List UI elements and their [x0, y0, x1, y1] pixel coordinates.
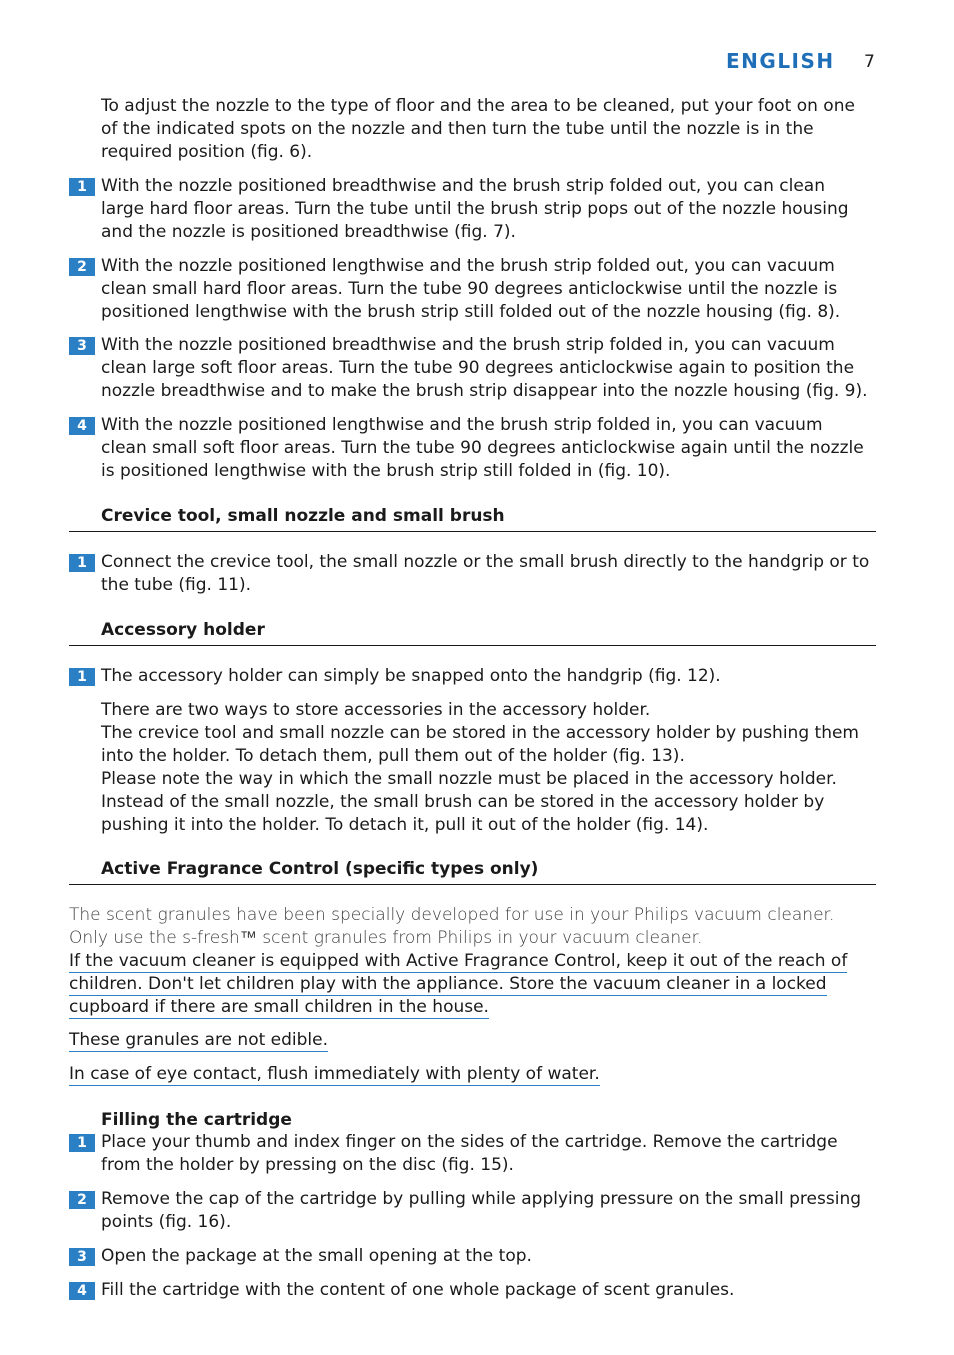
step-text: Place your thumb and index finger on the sides of the cartridge. Remove the cartridge from the holder by pressing on the disc (fig. 15).: [101, 1132, 838, 1175]
fragrance-intro: The scent granules have been specially developed for use in your Philips vacuum cleaner. Only use the s-fresh™ scent granules from Philips in your vacuum cleaner.: [69, 905, 835, 948]
step-number: 1: [69, 178, 95, 196]
step-number: 2: [69, 258, 95, 276]
intro-paragraph: To adjust the nozzle to the type of floor and the area to be cleaned, put your foot on one of the indicated spots on the nozzle and then turn the tube until the nozzle is in the required position (fig. 6).: [101, 96, 855, 162]
section-rule: [69, 645, 876, 646]
section-heading-fragrance: Active Fragrance Control (specific types only): [101, 859, 539, 879]
step-number: 4: [69, 417, 95, 435]
note-line: There are two ways to store accessories in the accessory holder.: [101, 700, 651, 720]
step-number: 1: [69, 1134, 95, 1152]
section-heading-holder: Accessory holder: [101, 620, 265, 640]
step-text: Connect the crevice tool, the small nozzle or the small brush directly to the handgrip or to the tube (fig. 11).: [101, 552, 870, 595]
step-number: 2: [69, 1191, 95, 1209]
step-number: 3: [69, 337, 95, 355]
subheading-filling: Filling the cartridge: [101, 1110, 292, 1130]
step-number: 3: [69, 1248, 95, 1266]
warning-edible: [69, 1029, 869, 1052]
step-text: With the nozzle positioned breadthwise and the brush strip folded in, you can vacuum clean large soft floor areas. Turn the tube 90 degrees anticlockwise again to position the nozzle breadthwise and to make the brush strip disappear into the nozzle housing (fig. 9).: [101, 335, 868, 401]
step-number: 1: [69, 554, 95, 572]
step-text: Open the package at the small opening at the top.: [101, 1246, 532, 1266]
warning-eye: [69, 1063, 869, 1086]
header-language: ENGLISH: [726, 49, 835, 73]
step-text: With the nozzle positioned lengthwise and the brush strip folded out, you can vacuum clean small hard floor areas. Turn the tube 90 degrees anticlockwise until the nozzle is positioned lengthwise with the brush strip still folded out of the nozzle housing (fig. 8).: [101, 256, 841, 322]
holder-notes: [101, 699, 873, 837]
section-heading-crevice: Crevice tool, small nozzle and small brush: [101, 506, 505, 526]
step-text: Remove the cap of the cartridge by pulling while applying pressure on the small pressing points (fig. 16).: [101, 1189, 862, 1232]
section-rule: [69, 531, 876, 532]
warning-text: These granules are not edible.: [69, 1030, 329, 1050]
note-line: The crevice tool and small nozzle can be stored in the accessory holder by pushing them into the holder. To detach them, pull them out of the holder (fig. 13).: [101, 723, 859, 766]
section-rule: [69, 884, 876, 885]
warning-text: In case of eye contact, flush immediately with plenty of water.: [69, 1064, 600, 1084]
step-number: 1: [69, 668, 95, 686]
note-line: Please note the way in which the small nozzle must be placed in the accessory holder.: [101, 769, 837, 789]
step-text: With the nozzle positioned breadthwise and the brush strip folded out, you can clean large hard floor areas. Turn the tube until the brush strip pops out of the nozzle housing and the nozzle is positioned breadthwise (fig. 7).: [101, 176, 849, 242]
note-line: Instead of the small nozzle, the small brush can be stored in the accessory holder by pushing it into the holder. To detach it, pull it out of the holder (fig. 14).: [101, 792, 825, 835]
page-number: 7: [864, 52, 875, 72]
step-text: With the nozzle positioned lengthwise and the brush strip folded in, you can vacuum clean small soft floor areas. Turn the tube 90 degrees anticlockwise again until the nozzle is positioned lengthwise with the brush strip still folded in (fig. 10).: [101, 415, 864, 481]
warning-children: [69, 950, 869, 1019]
step-text: Fill the cartridge with the content of one whole package of scent granules.: [101, 1280, 735, 1300]
step-number: 4: [69, 1282, 95, 1300]
step-text: The accessory holder can simply be snapped onto the handgrip (fig. 12).: [101, 666, 721, 686]
warning-text: If the vacuum cleaner is equipped with Active Fragrance Control, keep it out of the reach of children. Don't let children play with the appliance. Store the vacuum cleaner in a locked cupboard if there are small children in the house.: [69, 951, 848, 1017]
